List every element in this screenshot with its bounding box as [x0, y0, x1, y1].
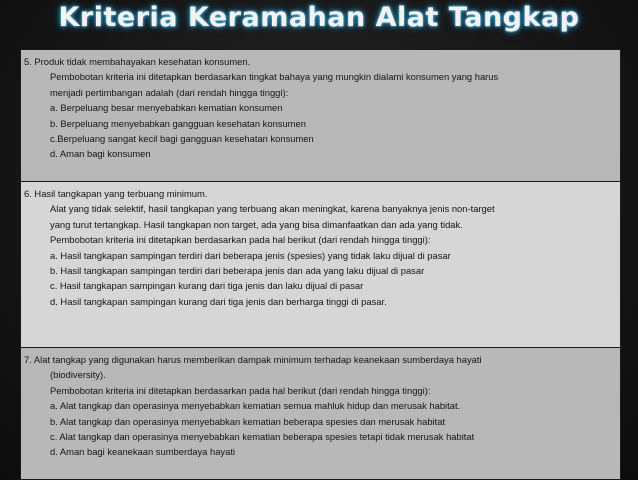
criteria-text: Pembobotan kriteria ini ditetapkan berdasarkan pada hal berikut (dari rendah hingga tinggi): — [50, 384, 431, 396]
criteria-row-7 — [21, 348, 620, 479]
criteria-option: d. Aman bagi keanekaan sumberdaya hayati — [50, 446, 236, 458]
criteria-text: Pembobotan kriteria ini ditetapkan berdasarkan tingkat bahaya yang mungkin dialami konsumen yang harus — [50, 71, 499, 83]
criteria-option: a. Berpeluang besar menyebabkan kematian konsumen — [50, 102, 283, 114]
slide-title: Kriteria Keramahan Alat Tangkap — [58, 2, 580, 33]
criteria-text: Pembobotan kriteria ini ditetapkan berdasarkan pada hal berikut (dari rendah hingga tinggi): — [50, 234, 431, 246]
criteria-option: b. Hasil tangkapan sampingan terdiri dari beberapa jenis dan ada yang laku dijual di pasar — [50, 265, 425, 277]
criteria-option: a. Hasil tangkapan sampingan terdiri dari beberapa jenis (spesies) yang tidak laku dijual di pasar — [50, 249, 451, 261]
criteria-option: c. Hasil tangkapan sampingan kurang dari tiga jenis dan laku dijual di pasar — [50, 280, 364, 292]
criteria-table — [20, 49, 621, 480]
criteria-option: c. Alat tangkap dan operasinya menyebabkan kematian beberapa spesies tetapi tidak merusak habitat — [50, 431, 475, 443]
criteria-heading: 7. Alat tangkap yang digunakan harus memberikan dampak minimum terhadap keanekaan sumberdaya hayati — [24, 354, 482, 365]
criteria-text: menjadi pertimbangan adalah (dari rendah hingga tinggi): — [50, 86, 289, 98]
criteria-option: c.Berpeluang sangat kecil bagi gangguan kesehatan konsumen — [50, 133, 314, 145]
criteria-option: a. Alat tangkap dan operasinya menyebabkan kematian semua mahluk hidup dan merusak habitat. — [50, 400, 461, 412]
criteria-heading: 5. Produk tidak membahayakan kesehatan konsumen. — [24, 56, 251, 67]
criteria-text: yang turut tertangkap. Hasil tangkapan non target, ada yang bisa dimanfaatkan dan ada yang tidak. — [50, 218, 463, 230]
criteria-row-6 — [21, 182, 620, 348]
criteria-row-5 — [21, 50, 620, 182]
criteria-option: b. Berpeluang menyebabkan gangguan kesehatan konsumen — [50, 117, 306, 129]
criteria-option: d. Hasil tangkapan sampingan kurang dari tiga jenis dan berharga tinggi di pasar. — [50, 295, 387, 307]
criteria-text: (biodiversity). — [50, 369, 106, 381]
criteria-option: b. Alat tangkap dan operasinya menyebabkan kematian beberapa spesies dan merusak habitat — [50, 415, 446, 427]
criteria-option: d. Aman bagi konsumen — [50, 148, 151, 160]
criteria-text: Alat yang tidak selektif, hasil tangkapan yang terbuang akan meningkat, karena banyaknya jenis non-target — [50, 203, 495, 215]
criteria-heading: 6. Hasil tangkapan yang terbuang minimum. — [24, 188, 208, 199]
